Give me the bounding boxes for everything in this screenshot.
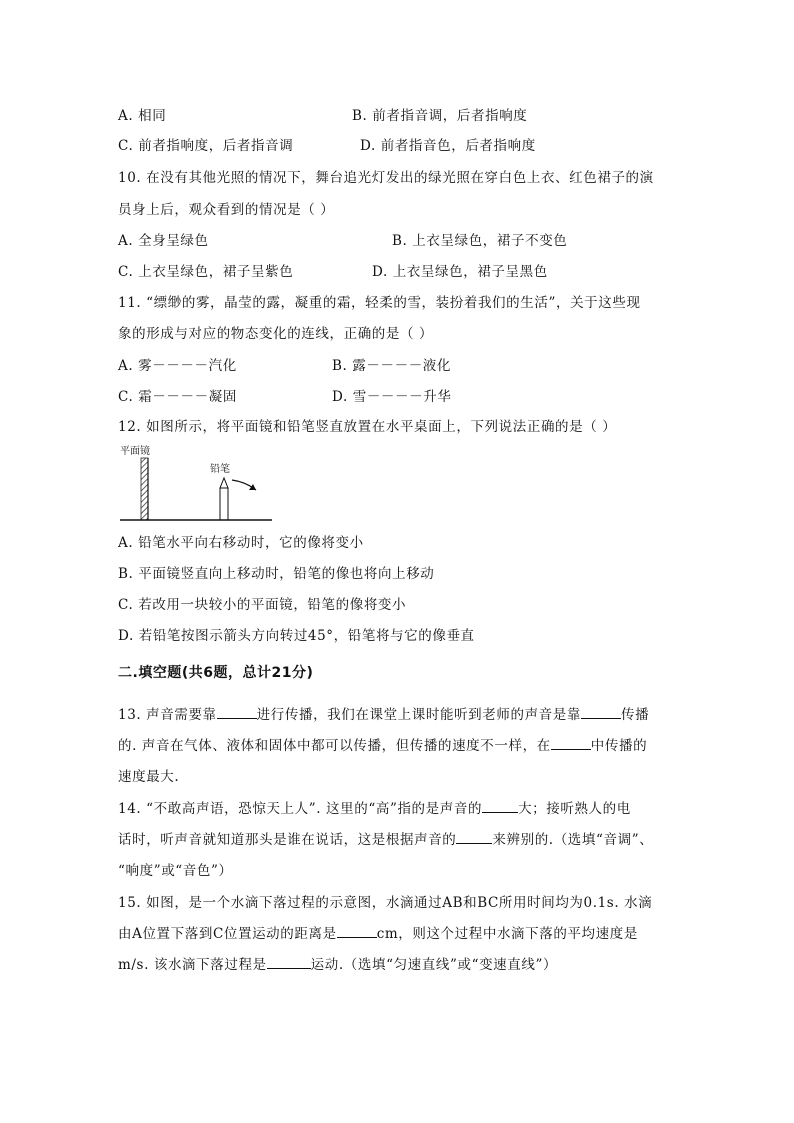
q15-text-2: cm，则这个过程中水滴下落的平均速度是 bbox=[376, 926, 638, 942]
q15-text-3: m/s. 该水滴下落过程是 bbox=[118, 957, 267, 973]
q10-option-b: B. 上衣呈绿色，裙子不变色 bbox=[392, 233, 568, 249]
q9-option-b: B. 前者指音调，后者指响度 bbox=[352, 108, 528, 124]
q11-stem-line1: 11. “缥缈的雾，晶莹的露，凝重的霜，轻柔的雪，装扮着我们的生活”，关于这些现 bbox=[118, 295, 641, 311]
q14-text-3: 话时，听声音就知道那头是谁在说话，这是根据声音的 bbox=[118, 832, 457, 848]
q15-text-4: 运动.（选填“匀速直线”或“变速直线”） bbox=[310, 957, 558, 973]
q15-text-1: 由A位置下落到C位置运动的距离是 bbox=[118, 926, 337, 942]
q12-option-c: C. 若改用一块较小的平面镜，铅笔的像将变小 bbox=[118, 597, 407, 613]
q14-line2 bbox=[118, 828, 653, 848]
q12-option-a: A. 铅笔水平向右移动时，它的像将变小 bbox=[118, 535, 364, 551]
q15-line3 bbox=[118, 953, 557, 973]
q14-blank-2[interactable] bbox=[456, 831, 492, 844]
q15-blank-2[interactable] bbox=[267, 956, 311, 969]
q10-option-d: D. 上衣呈绿色，裙子呈黑色 bbox=[372, 264, 548, 280]
q11-option-b: B. 露－－－－液化 bbox=[332, 358, 452, 374]
q11-stem-line2: 象的形成与对应的物态变化的连线，正确的是（ ） bbox=[118, 326, 434, 342]
q14-line3: “响度”或“音色”） bbox=[118, 863, 233, 879]
q11-option-d: D. 雪－－－－升华 bbox=[332, 389, 452, 405]
q10-stem-line2: 员身上后，观众看到的情况是（ ） bbox=[118, 202, 335, 218]
q13-blank-1[interactable] bbox=[217, 706, 257, 719]
q13-text-4: 的. 声音在气体、液体和固体中都可以传播，但传播的速度不一样，在 bbox=[118, 738, 551, 754]
q13-line1 bbox=[118, 703, 649, 723]
q12-option-b: B. 平面镜竖直向上移动时，铅笔的像也将向上移动 bbox=[118, 566, 435, 582]
q14-text-1: 14. “不敢高声语，恐惊天上人”. 这里的“高”指的是声音的 bbox=[118, 801, 483, 817]
q14-blank-1[interactable] bbox=[482, 800, 518, 813]
q12-stem: 12. 如图所示，将平面镜和铅笔竖直放置在水平桌面上，下列说法正确的是（ ） bbox=[118, 419, 617, 435]
pencil-label: 铅笔 bbox=[210, 464, 230, 475]
q10-option-c: C. 上衣呈绿色，裙子呈紫色 bbox=[118, 264, 294, 280]
q13-line3: 速度最大. bbox=[118, 769, 180, 785]
q13-blank-2[interactable] bbox=[581, 706, 621, 719]
mirror-pencil-figure bbox=[118, 440, 274, 524]
q15-blank-1[interactable] bbox=[337, 925, 377, 938]
q14-line1 bbox=[118, 797, 631, 817]
q13-line2 bbox=[118, 734, 647, 754]
pencil-body bbox=[220, 488, 228, 520]
mirror-surface bbox=[141, 458, 148, 520]
q10-stem-line1: 10. 在没有其他光照的情况下，舞台追光灯发出的绿光照在穿白色上衣、红色裙子的演 bbox=[118, 170, 654, 186]
mirror-label: 平面镜 bbox=[120, 446, 150, 457]
q14-text-4: 来辨别的.（选填“音调”、 bbox=[492, 832, 654, 848]
q13-text-5: 中传播的 bbox=[590, 738, 648, 754]
q11-option-a: A. 雾－－－－汽化 bbox=[118, 358, 237, 374]
q9-option-d: D. 前者指音色，后者指响度 bbox=[360, 138, 536, 154]
q11-option-c: C. 霜－－－－凝固 bbox=[118, 389, 237, 405]
q13-text-1: 13. 声音需要靠 bbox=[118, 707, 217, 723]
q14-text-2: 大；接听熟人的电 bbox=[518, 801, 631, 817]
q9-option-a: A. 相同 bbox=[118, 108, 167, 124]
q13-blank-3[interactable] bbox=[551, 737, 591, 750]
q13-text-2: 进行传播，我们在课堂上课时能听到老师的声音是靠 bbox=[256, 707, 581, 723]
pencil-tip bbox=[220, 478, 228, 488]
q15-line1: 15. 如图，是一个水滴下落过程的示意图，水滴通过AB和BC所用时间均为0.1s. 水滴 bbox=[118, 895, 653, 911]
section-heading-fill-in: 二.填空题(共6题，总计21分) bbox=[118, 665, 314, 681]
q15-line2 bbox=[118, 922, 638, 942]
q9-option-c: C. 前者指响度，后者指音调 bbox=[118, 138, 294, 154]
q10-option-a: A. 全身呈绿色 bbox=[118, 233, 209, 249]
arrow-head bbox=[249, 484, 256, 490]
q12-option-d: D. 若铅笔按图示箭头方向转过45°，铅笔将与它的像垂直 bbox=[118, 628, 475, 644]
q13-text-3: 传播 bbox=[620, 707, 650, 723]
